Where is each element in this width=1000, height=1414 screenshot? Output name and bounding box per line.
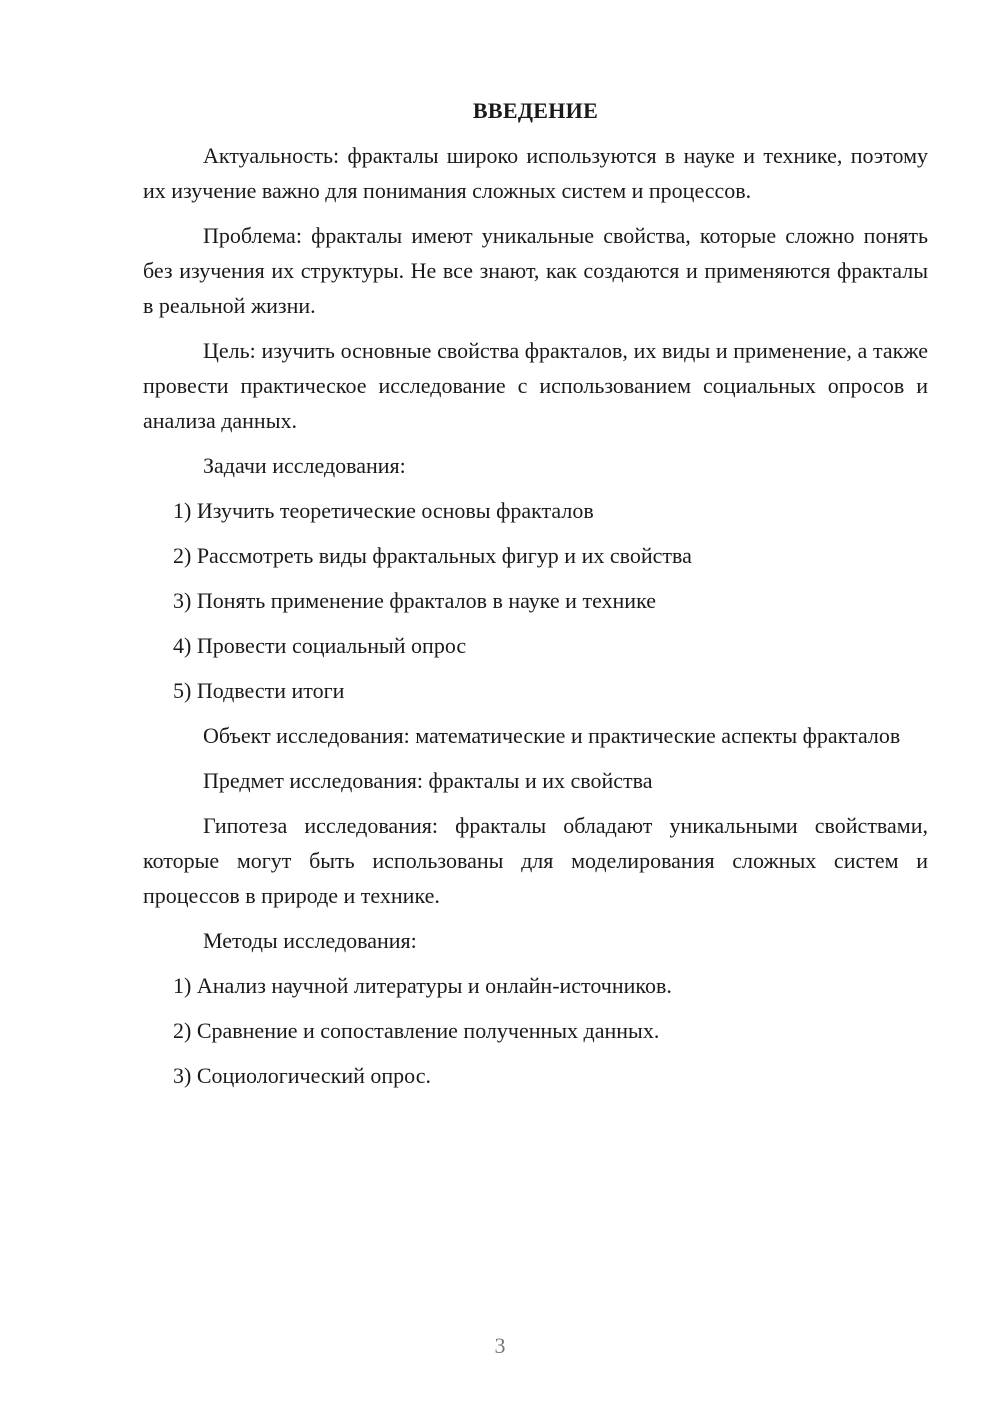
task-item: 3) Понять применение фракталов в науке и технике: [173, 588, 656, 613]
page-number: 3: [494, 1333, 506, 1358]
page-content: [143, 93, 928, 1103]
methods-title: Методы исследования:: [203, 928, 417, 953]
section-heading: ВВЕДЕНИЕ: [472, 98, 599, 123]
relevance-paragraph: Актуальность: фракталы широко используются в науке и технике, поэтому их изучение важно для понимания сложных систем и процессов.: [143, 143, 928, 203]
task-item: 4) Провести социальный опрос: [173, 633, 467, 658]
goal-paragraph: Цель: изучить основные свойства фракталов, их виды и применение, а также провести практическое исследование с использованием социальных опросов и анализа данных.: [143, 338, 928, 433]
method-item: 1) Анализ научной литературы и онлайн-источников.: [173, 973, 672, 998]
tasks-list: [143, 493, 928, 708]
task-item: 1) Изучить теоретические основы фракталов: [173, 498, 594, 523]
tasks-title: Задачи исследования:: [203, 453, 406, 478]
task-item: 2) Рассмотреть виды фрактальных фигур и их свойства: [173, 543, 692, 568]
object-paragraph: Объект исследования: математические и практические аспекты фракталов: [203, 723, 901, 748]
subject-paragraph: Предмет исследования: фракталы и их свойства: [203, 768, 653, 793]
task-item: 5) Подвести итоги: [173, 678, 345, 703]
method-item: 2) Сравнение и сопоставление полученных данных.: [173, 1018, 660, 1043]
method-item: 3) Социологический опрос.: [173, 1063, 431, 1088]
hypothesis-paragraph: Гипотеза исследования: фракталы обладают уникальными свойствами, которые могут быть использованы для моделирования сложных систем и процессов в природе и технике.: [143, 813, 928, 908]
methods-list: [143, 968, 928, 1093]
problem-paragraph: Проблема: фракталы имеют уникальные свойства, которые сложно понять без изучения их структуры. Не все знают, как создаются и применяются фракталы в реальной жизни.: [143, 223, 928, 318]
